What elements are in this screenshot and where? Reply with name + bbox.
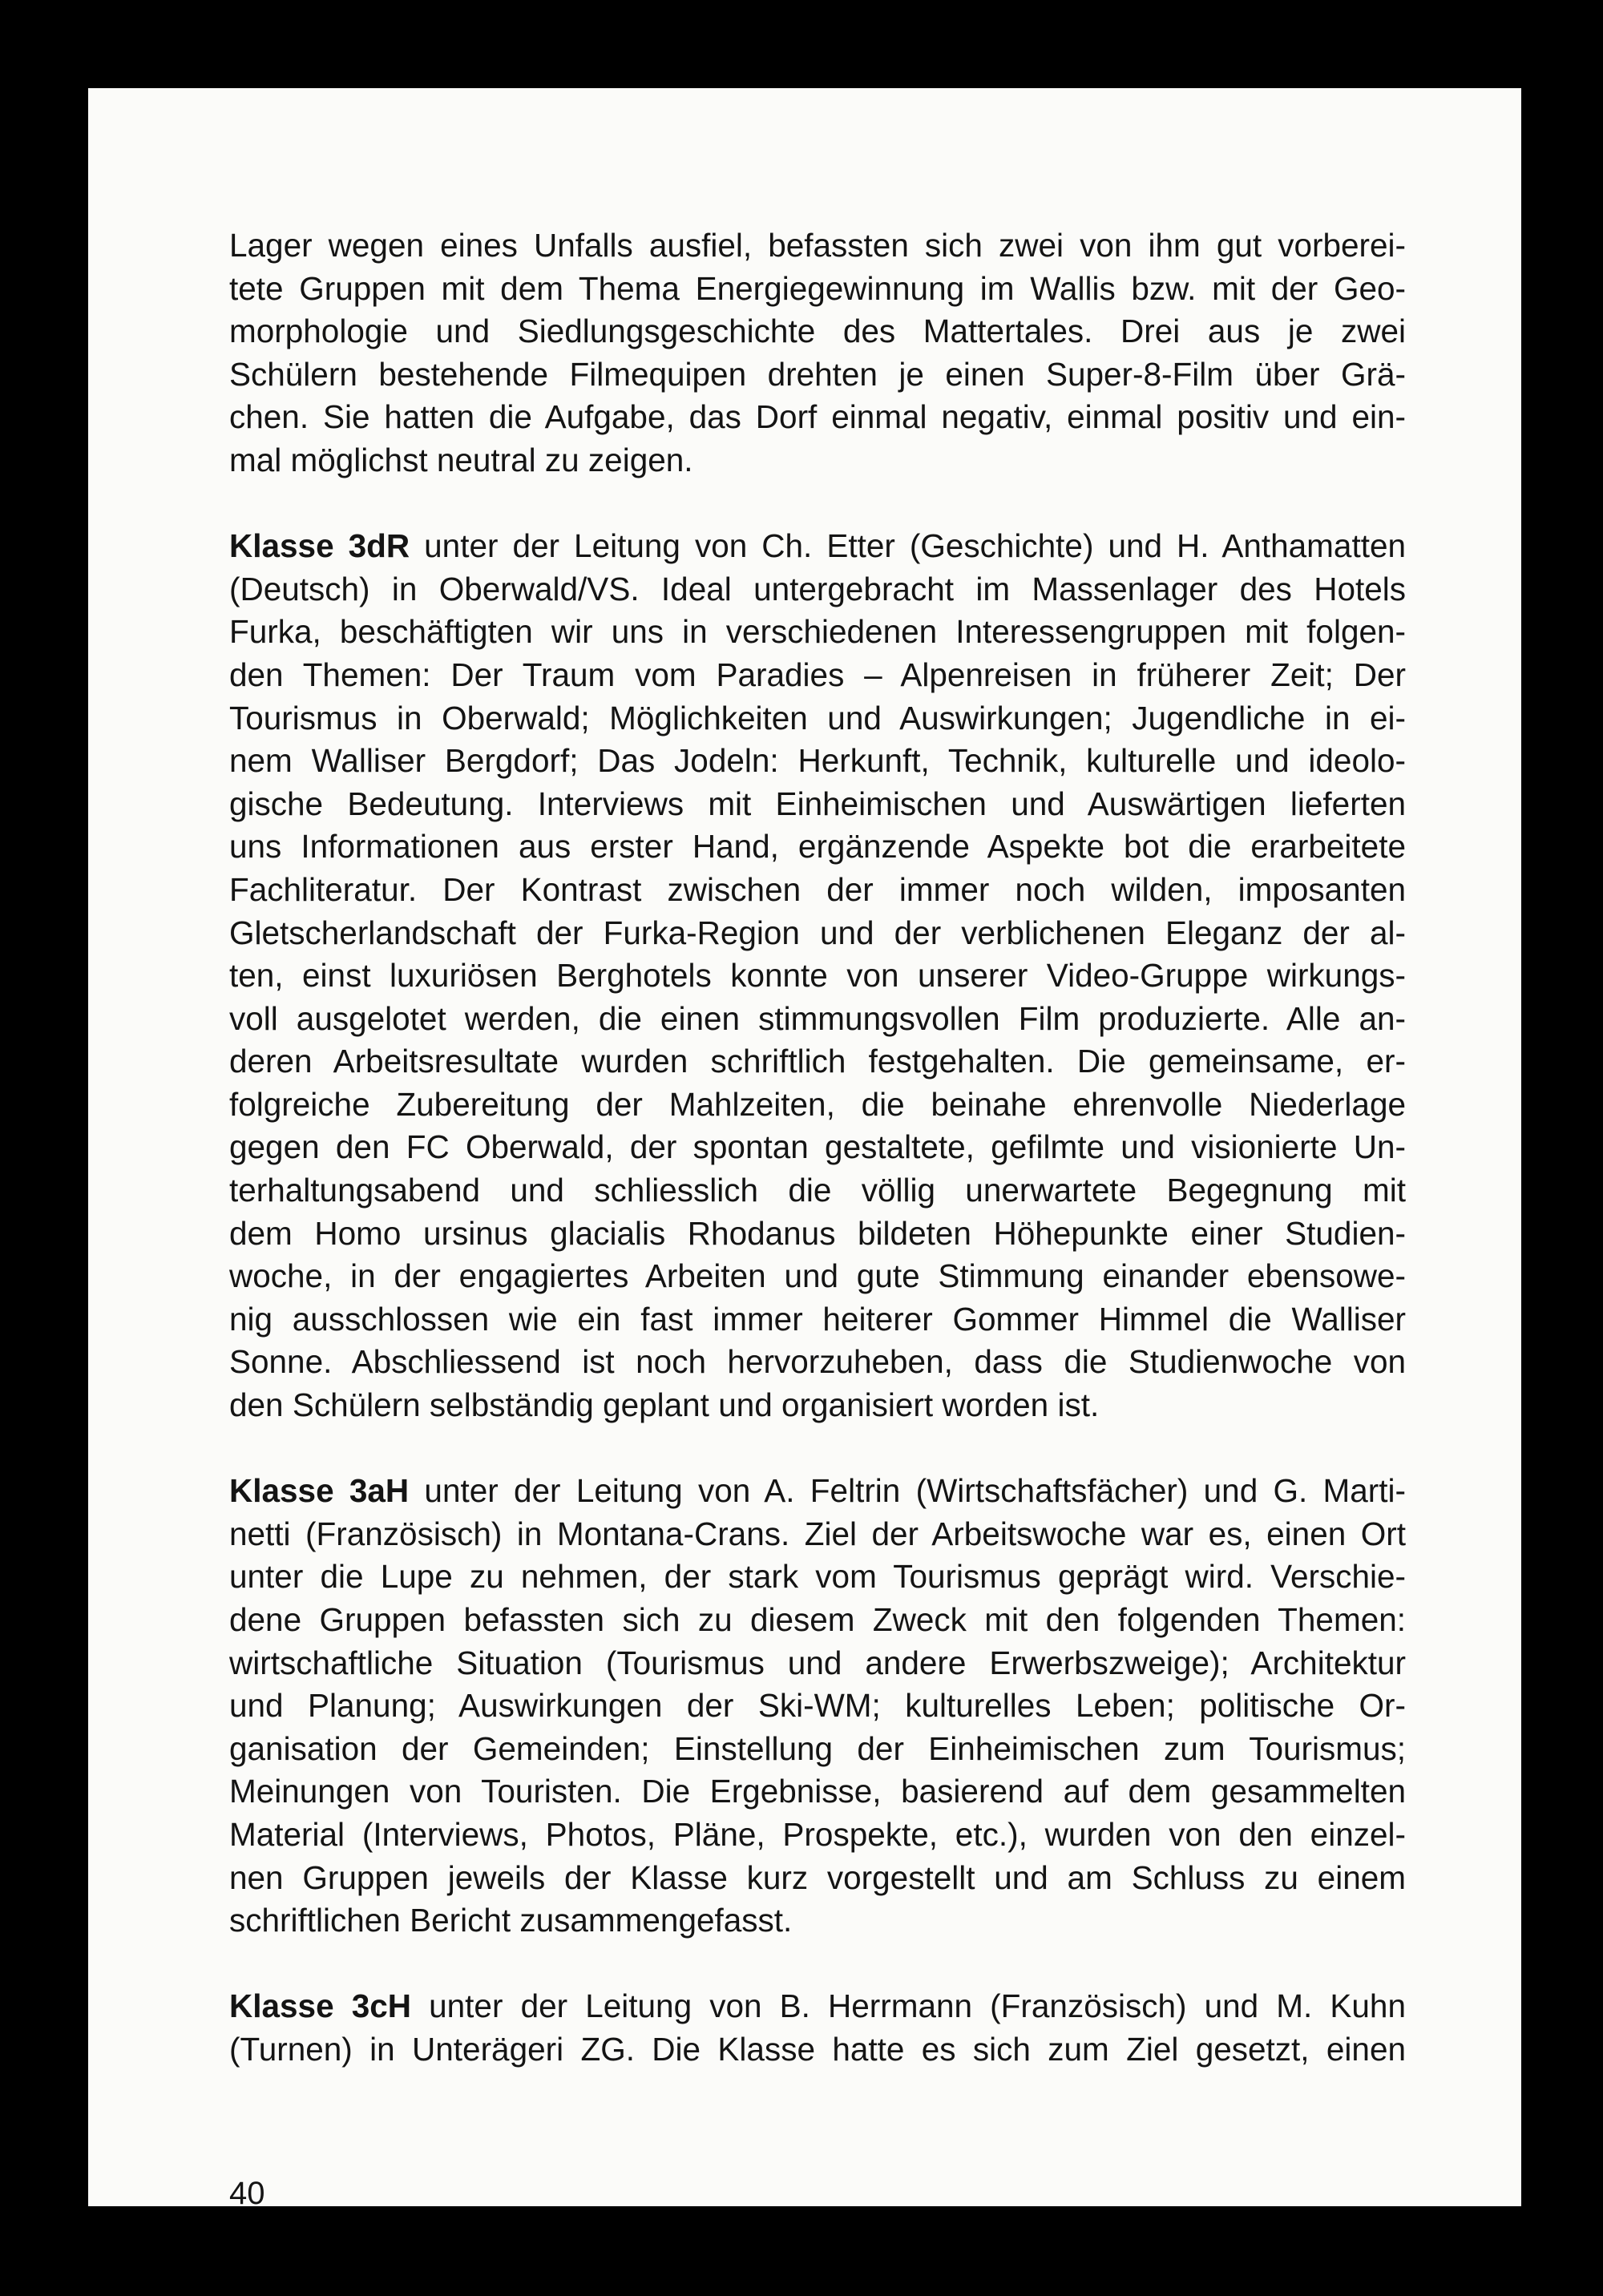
text-line: Tourismus in Oberwald; Möglichkeiten und Auswirkungen; Jugendliche in ei-: [229, 699, 1406, 736]
text-line: nen Gruppen jeweils der Klasse kurz vorgestellt und am Schluss zu einem: [229, 1858, 1406, 1896]
paragraph-klasse-3ch: [229, 1985, 1406, 2071]
text-line: Sonne. Abschliessend ist noch hervorzuheben, dass die Studienwoche von: [229, 1343, 1406, 1381]
text-line: Furka, beschäftigten wir uns in verschiedenen Interessengruppen mit folgen-: [229, 613, 1406, 651]
text-line: nem Walliser Bergdorf; Das Jodeln: Herkunft, Technik, kulturelle und ideolo-: [229, 742, 1406, 780]
text-line: nig ausschlossen wie ein fast immer heiterer Gommer Himmel die Walliser: [229, 1300, 1406, 1338]
text-line: Fachliteratur. Der Kontrast zwischen der immer noch wilden, imposanten: [229, 870, 1406, 908]
text-line: terhaltungsabend und schliesslich die völlig unerwartete Begegnung mit: [229, 1172, 1406, 1209]
text-line: morphologie und Siedlungsgeschichte des Mattertales. Drei aus je zwei: [229, 313, 1406, 350]
text-line: gegen den FC Oberwald, der spontan gestaltete, gefilmte und visionierte Un-: [229, 1128, 1406, 1166]
text-line: (Turnen) in Unterägeri ZG. Die Klasse hatte es sich zum Ziel gesetzt, einen: [229, 2030, 1406, 2068]
line-text: unter der Leitung von A. Feltrin (Wirtschaftsfächer) und G. Marti-: [409, 1472, 1407, 1510]
paragraph-klasse-3dr: [229, 525, 1406, 1426]
page-number: 40: [229, 2176, 265, 2211]
text-line: folgreiche Zubereitung der Mahlzeiten, die beinahe ehrenvolle Niederlage: [229, 1085, 1406, 1123]
text-line: den Themen: Der Traum vom Paradies – Alpenreisen in früherer Zeit; Der: [229, 656, 1406, 693]
text-line: mal möglichst neutral zu zeigen.: [229, 441, 693, 478]
text-line: Lager wegen eines Unfalls ausfiel, befassten sich zwei von ihm gut vorberei-: [229, 227, 1406, 264]
line-text: unter der Leitung von Ch. Etter (Geschichte) und H. Anthamatten: [410, 527, 1406, 565]
text-line: [229, 1470, 1406, 1513]
text-line: Meinungen von Touristen. Die Ergebnisse, basierend auf dem gesammelten: [229, 1773, 1406, 1810]
text-line: dem Homo ursinus glacialis Rhodanus bildeten Höhepunkte einer Studien-: [229, 1214, 1406, 1252]
text-line: deren Arbeitsresultate wurden schriftlich festgehalten. Die gemeinsame, er-: [229, 1043, 1406, 1080]
text-line: voll ausgelotet werden, die einen stimmungsvollen Film produzierte. Alle an-: [229, 999, 1406, 1037]
text-line: gische Bedeutung. Interviews mit Einheimischen und Auswärtigen lieferten: [229, 785, 1406, 822]
text-line: Schülern bestehende Filmequipen drehten je einen Super-8-Film über Grä-: [229, 355, 1406, 393]
text-line: den Schülern selbständig geplant und organisiert worden ist.: [229, 1386, 1100, 1424]
text-line: tete Gruppen mit dem Thema Energiegewinnung im Wallis bzw. mit der Geo-: [229, 269, 1406, 307]
text-line: Gletscherlandschaft der Furka-Region und der verblichenen Eleganz der al-: [229, 914, 1406, 951]
paragraph-intro: [229, 224, 1406, 482]
class-label: Klasse 3dR: [229, 527, 410, 565]
class-label: Klasse 3aH: [229, 1472, 410, 1510]
text-line: ganisation der Gemeinden; Einstellung der Einheimischen zum Tourismus;: [229, 1729, 1406, 1767]
class-label: Klasse 3cH: [229, 1987, 412, 2025]
document-page: [88, 88, 1521, 2211]
text-line: und Planung; Auswirkungen der Ski-WM; kulturelles Leben; politische Or-: [229, 1687, 1406, 1725]
text-line: [229, 525, 1406, 568]
text-line: chen. Sie hatten die Aufgabe, das Dorf einmal negativ, einmal positiv und ein-: [229, 398, 1406, 436]
text-line: [229, 1985, 1406, 2028]
line-text: unter der Leitung von B. Herrmann (Französisch) und M. Kuhn: [411, 1987, 1406, 2025]
text-line: dene Gruppen befassten sich zu diesem Zweck mit den folgenden Themen:: [229, 1601, 1406, 1638]
body-text: [229, 224, 1406, 2114]
text-line: Material (Interviews, Photos, Pläne, Prospekte, etc.), wurden von den einzel-: [229, 1815, 1406, 1853]
text-line: (Deutsch) in Oberwald/VS. Ideal untergebracht im Massenlager des Hotels: [229, 570, 1406, 607]
paragraph-klasse-3ah: [229, 1470, 1406, 1943]
text-line: uns Informationen aus erster Hand, ergänzende Aspekte bot die erarbeitete: [229, 828, 1406, 866]
text-line: woche, in der engagiertes Arbeiten und gute Stimmung einander ebensowe-: [229, 1257, 1406, 1295]
text-line: ten, einst luxuriösen Berghotels konnte von unserer Video-Gruppe wirkungs-: [229, 957, 1406, 995]
text-line: unter die Lupe zu nehmen, der stark vom Tourismus geprägt wird. Verschie-: [229, 1558, 1406, 1596]
text-line: netti (Französisch) in Montana-Crans. Ziel der Arbeitswoche war es, einen Ort: [229, 1515, 1406, 1552]
text-line: wirtschaftliche Situation (Tourismus und andere Erwerbszweige); Architektur: [229, 1644, 1406, 1681]
text-line: schriftlichen Bericht zusammengefasst.: [229, 1902, 793, 1939]
